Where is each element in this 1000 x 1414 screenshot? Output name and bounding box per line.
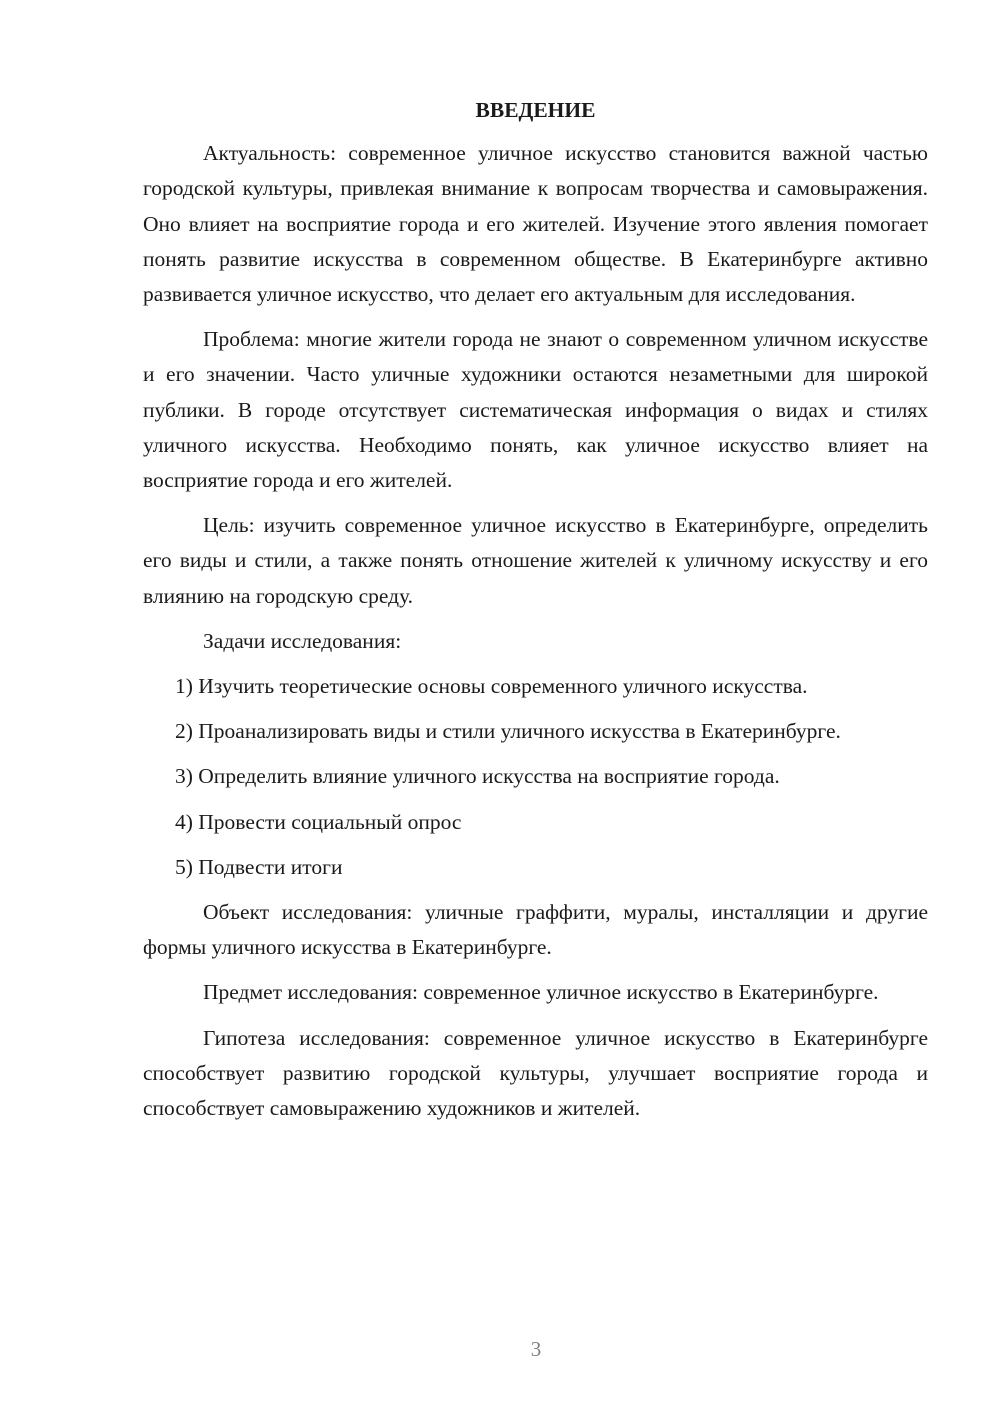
task-item-4: 4) Провести социальный опрос [175,809,462,834]
task-item-2: 2) Проанализировать виды и стили уличного искусства в Екатеринбурге. [175,719,841,744]
tasks-heading: Задачи исследования: [203,628,402,653]
paragraph-hypothesis: Гипотеза исследования: современное уличное искусство в Екатеринбурге способствует развитию городской культуры, улучшает восприятие города и способствует самовыражению художников и жителей. [143,1025,928,1121]
page-number: 3 [530,1337,542,1361]
task-item-3: 3) Определить влияние уличного искусства на восприятие города. [175,764,780,789]
section-title: ВВЕДЕНИЕ [475,98,596,122]
page-content [143,93,928,1136]
task-item-1: 1) Изучить теоретические основы современного уличного искусства. [175,674,808,699]
paragraph-object: Объект исследования: уличные граффити, муралы, инсталляции и другие формы уличного искусства в Екатеринбурге. [143,900,928,960]
task-item-5: 5) Подвести итоги [175,854,343,879]
paragraph-goal: Цель: изучить современное уличное искусство в Екатеринбурге, определить его виды и стили, а также понять отношение жителей к уличному искусству и его влиянию на городскую среду. [143,513,928,608]
paragraph-relevance: Актуальность: современное уличное искусство становится важной частью городской культуры, привлекая внимание к вопросам творчества и самовыражения. Оно влияет на восприятие города и его жителей. Изучение этого явления помогает понять развитие искусства в современном обществе. В Екатеринбурге активно развивается уличное искусство, что делает его актуальным для исследования. [143,141,928,307]
paragraph-problem: Проблема: многие жители города не знают о современном уличном искусстве и его значении. Часто уличные художники остаются незаметными для широкой публики. В городе отсутствует систематическая информация о видах и стилях уличного искусства. Необходимо понять, как уличное искусство влияет на восприятие города и его жителей. [143,327,928,493]
paragraph-subject: Предмет исследования: современное уличное искусство в Екатеринбурге. [203,980,879,1005]
